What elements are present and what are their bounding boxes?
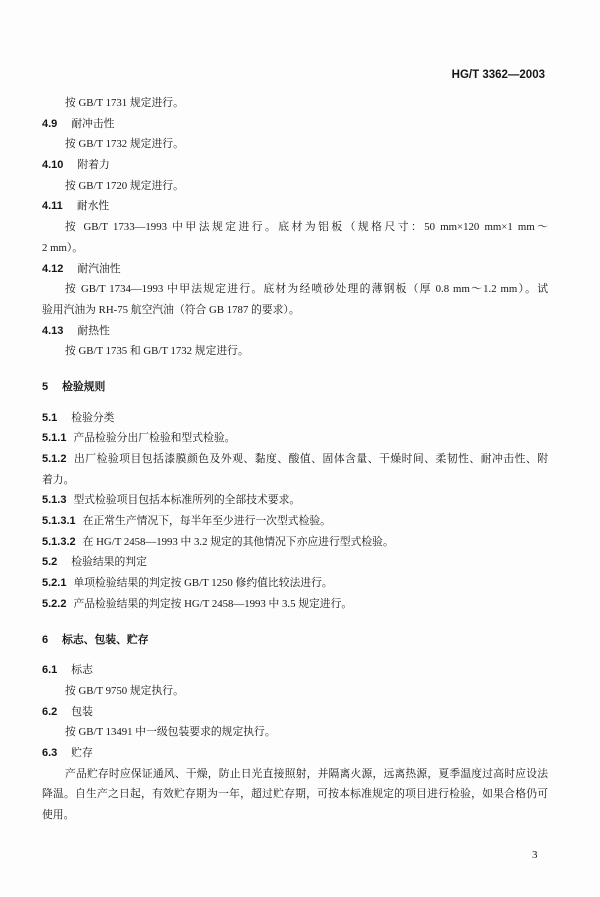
clause-4-10-text: 按 GB/T 1720 规定进行。 bbox=[65, 179, 184, 192]
section-number: 6 bbox=[42, 633, 49, 646]
clause-4-11-text-line-1: 按 GB/T 1733—1993 中甲法规定进行。底材为铝板（规格尺寸：50 mm×120 mm×1 mm～ bbox=[65, 221, 548, 234]
clause-5-1-3 bbox=[42, 490, 548, 511]
clause-5-2-heading bbox=[42, 552, 548, 573]
clause-title: 附着力 bbox=[77, 159, 110, 172]
clause-number: 5.2.1 bbox=[42, 577, 67, 590]
clause-5-2-1 bbox=[42, 573, 548, 594]
clause-6-2-heading bbox=[42, 702, 548, 723]
clause-6-1-heading bbox=[42, 660, 548, 681]
clause-4-12-text-line-1: 按 GB/T 1734—1993 中甲法规定进行。底材为经喷砂处理的薄钢板（厚 0.8 mm～1.2 mm）。试 bbox=[65, 283, 548, 296]
clause-number: 5.2.2 bbox=[42, 597, 67, 610]
clause-title: 标志 bbox=[71, 664, 93, 677]
clause-number: 5.1.3 bbox=[42, 494, 67, 507]
clause-number: 6.3 bbox=[42, 746, 58, 759]
clause-6-3-heading bbox=[42, 743, 548, 764]
clause-number: 5.1.2 bbox=[42, 453, 67, 465]
clause-4-10-heading bbox=[42, 155, 548, 176]
clause-6-2-text: 按 GB/T 13491 中一级包装要求的规定执行。 bbox=[65, 726, 276, 739]
clause-6-1-text: 按 GB/T 9750 规定执行。 bbox=[65, 684, 184, 697]
clause-number: 5.1.3.2 bbox=[42, 535, 76, 548]
clause-title: 耐汽油性 bbox=[77, 262, 121, 275]
clause-number: 5.1.1 bbox=[42, 432, 67, 445]
clause-text: 在正常生产情况下，每半年至少进行一次型式检验。 bbox=[82, 515, 331, 528]
clause-text: 单项检验结果的判定按 GB/T 1250 修约值比较法进行。 bbox=[73, 577, 333, 590]
section-number: 5 bbox=[42, 380, 49, 393]
clause-number: 6.2 bbox=[42, 705, 58, 718]
clause-number: 4.11 bbox=[42, 200, 63, 213]
clause-5-1-3-1 bbox=[42, 511, 548, 532]
clause-5-1-1 bbox=[42, 428, 548, 449]
clause-6-3-text-line-1: 产品贮存时应保证通风、干燥，防止日光直接照射，并隔离火源，远离热源，夏季温度过高时应设法 bbox=[65, 767, 548, 780]
clause-5-1-2-line-2: 着力。 bbox=[42, 473, 75, 486]
clause-text: 产品检验结果的判定按 HG/T 2458—1993 中 3.5 规定进行。 bbox=[73, 597, 353, 610]
clause-title: 耐水性 bbox=[76, 200, 110, 213]
clause-4-8-continuation: 按 GB/T 1731 规定进行。 bbox=[65, 97, 184, 109]
clause-number: 5.2 bbox=[42, 556, 58, 569]
clause-4-11-heading bbox=[42, 196, 548, 217]
clause-5-1-2-line-1 bbox=[42, 449, 548, 470]
clause-number: 4.13 bbox=[42, 324, 64, 337]
clause-5-1-heading bbox=[42, 408, 548, 429]
clause-4-12-heading bbox=[42, 259, 548, 280]
clause-text: 型式检验项目包括本标准所列的全部技术要求。 bbox=[73, 494, 301, 507]
clause-5-1-3-2 bbox=[42, 532, 548, 553]
document-body bbox=[42, 93, 548, 826]
clause-title: 包装 bbox=[71, 705, 93, 718]
page-number: 3 bbox=[532, 849, 538, 861]
clause-number: 4.12 bbox=[42, 262, 64, 275]
clause-6-3-text-line-2: 降温。自生产之日起，有效贮存期为一年，超过贮存期，可按本标准规定的项目进行检验，如果合格仍可 bbox=[42, 788, 548, 801]
section-title: 检验规则 bbox=[62, 380, 106, 393]
clause-4-13-text: 按 GB/T 1735 和 GB/T 1732 规定进行。 bbox=[65, 345, 249, 358]
standard-code-header: HG/T 3362—2003 bbox=[451, 69, 545, 81]
clause-title: 检验分类 bbox=[71, 411, 115, 424]
clause-text: 产品检验分出厂检验和型式检验。 bbox=[73, 432, 236, 445]
clause-title: 检验结果的判定 bbox=[71, 556, 147, 569]
clause-text: 出厂检验项目包括漆膜颜色及外观、黏度、酸值、固体含量、干燥时间、柔韧性、耐冲击性、附 bbox=[73, 453, 548, 465]
clause-number: 6.1 bbox=[42, 664, 58, 677]
clause-title: 耐热性 bbox=[77, 324, 110, 337]
clause-4-13-heading bbox=[42, 321, 548, 342]
clause-6-3-text-line-3: 使用。 bbox=[42, 809, 75, 821]
clause-4-11-text-line-2: 2 mm）。 bbox=[42, 241, 84, 254]
clause-number: 4.9 bbox=[42, 117, 58, 130]
clause-title: 贮存 bbox=[71, 746, 93, 759]
clause-4-12-text-line-2: 验用汽油为 RH-75 航空汽油（符合 GB 1787 的要求）。 bbox=[42, 303, 300, 316]
clause-number: 5.1.3.1 bbox=[42, 515, 76, 528]
clause-title: 耐冲击性 bbox=[71, 117, 115, 130]
section-6-heading bbox=[42, 630, 548, 651]
clause-number: 5.1 bbox=[42, 411, 58, 424]
clause-text: 在 HG/T 2458—1993 中 3.2 规定的其他情况下亦应进行型式检验。 bbox=[82, 535, 394, 548]
clause-4-9-heading bbox=[42, 114, 548, 135]
clause-number: 4.10 bbox=[42, 159, 64, 172]
section-title: 标志、包装、贮存 bbox=[62, 633, 149, 646]
clause-4-9-text: 按 GB/T 1732 规定进行。 bbox=[65, 138, 184, 151]
section-5-heading bbox=[42, 377, 548, 398]
clause-5-2-2 bbox=[42, 594, 548, 615]
